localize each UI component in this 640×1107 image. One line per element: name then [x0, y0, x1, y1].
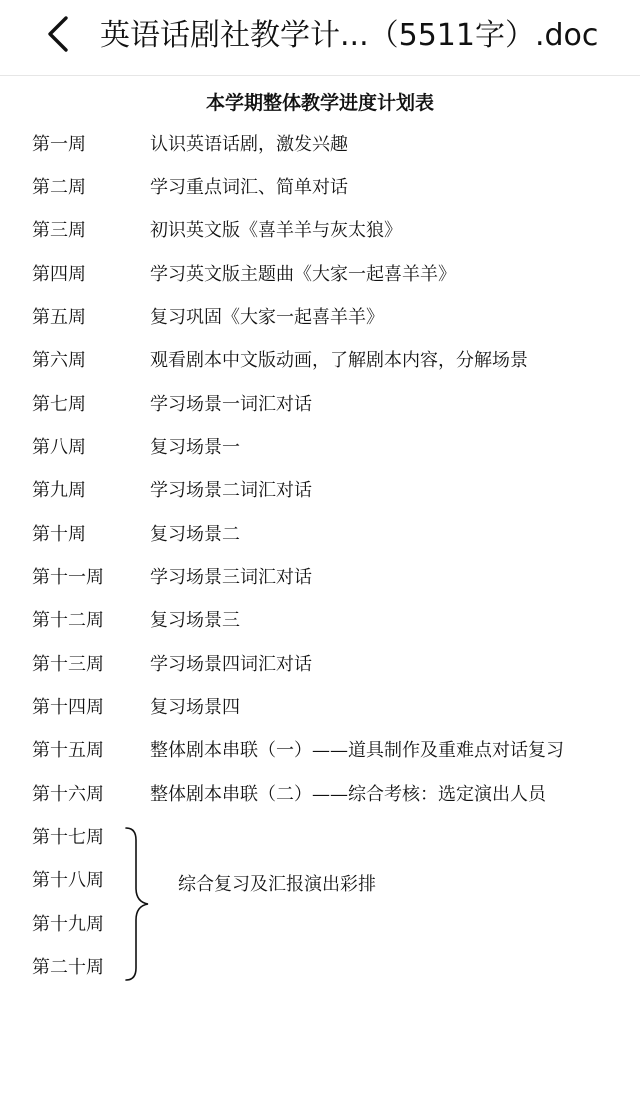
week-label: 第十二周: [32, 610, 104, 631]
week-label: 第九周: [32, 480, 86, 501]
week-content: 学习场景二词汇对话: [150, 480, 312, 501]
table-row: [0, 734, 640, 768]
week-content: 学习场景一词汇对话: [150, 394, 312, 415]
week-content: 学习英文版主题曲《大家一起喜羊羊》: [150, 264, 456, 285]
table-row: [0, 604, 640, 638]
curly-brace-icon: [122, 824, 158, 984]
week-label: 第十三周: [32, 654, 104, 675]
week-content: 学习场景三词汇对话: [150, 567, 312, 588]
week-content: 学习场景四词汇对话: [150, 654, 312, 675]
week-content: 复习场景四: [150, 697, 240, 718]
table-row: [0, 258, 640, 292]
week-label: 第十六周: [32, 784, 104, 805]
week-label: 第三周: [32, 220, 86, 241]
table-title: 本学期整体教学进度计划表: [205, 92, 434, 114]
table-row: [0, 561, 640, 595]
table-row: [0, 908, 640, 942]
table-row: [0, 431, 640, 465]
document-content: [0, 76, 640, 1107]
week-content: 复习场景一: [150, 437, 240, 458]
week-label: 第十周: [32, 524, 86, 545]
week-content: 复习场景三: [150, 610, 240, 631]
week-label: 第一周: [32, 134, 86, 155]
app-header: [0, 0, 640, 76]
week-label: 第十四周: [32, 697, 104, 718]
table-row: [0, 214, 640, 248]
week-content: 复习场景二: [150, 524, 240, 545]
table-row: [0, 301, 640, 335]
week-label: 第十五周: [32, 740, 104, 761]
grouped-week-content: 综合复习及汇报演出彩排: [178, 874, 376, 895]
week-content: 初识英文版《喜羊羊与灰太狼》: [150, 220, 402, 241]
week-label: 第六周: [32, 350, 86, 371]
table-row: [0, 128, 640, 162]
table-row: [0, 691, 640, 725]
week-label: 第四周: [32, 264, 86, 285]
week-content: 学习重点词汇、简单对话: [150, 177, 348, 198]
table-row: [0, 778, 640, 812]
table-row: [0, 474, 640, 508]
table-row: [0, 951, 640, 985]
week-label: 第七周: [32, 394, 86, 415]
table-row: [0, 171, 640, 205]
week-content: 观看剧本中文版动画，了解剧本内容，分解场景: [150, 350, 528, 371]
chevron-left-icon: [36, 12, 84, 60]
week-label: 第十九周: [32, 914, 104, 935]
week-content: 复习巩固《大家一起喜羊羊》: [150, 307, 384, 328]
week-label: 第八周: [32, 437, 86, 458]
back-button[interactable]: [36, 12, 84, 60]
table-row: [0, 518, 640, 552]
week-label: 第五周: [32, 307, 86, 328]
document-title: 英语话剧社教学计...（5511字）.doc: [100, 18, 599, 53]
table-row: [0, 344, 640, 378]
week-label: 第二十周: [32, 957, 104, 978]
table-row: [0, 388, 640, 422]
table-row: [0, 648, 640, 682]
table-row: [0, 821, 640, 855]
week-content: 整体剧本串联（一）——道具制作及重难点对话复习: [150, 740, 564, 761]
week-label: 第十七周: [32, 827, 104, 848]
week-label: 第十一周: [32, 567, 104, 588]
week-content: 整体剧本串联（二）——综合考核：选定演出人员: [150, 784, 546, 805]
week-label: 第十八周: [32, 870, 104, 891]
week-label: 第二周: [32, 177, 86, 198]
week-content: 认识英语话剧，激发兴趣: [150, 134, 348, 155]
